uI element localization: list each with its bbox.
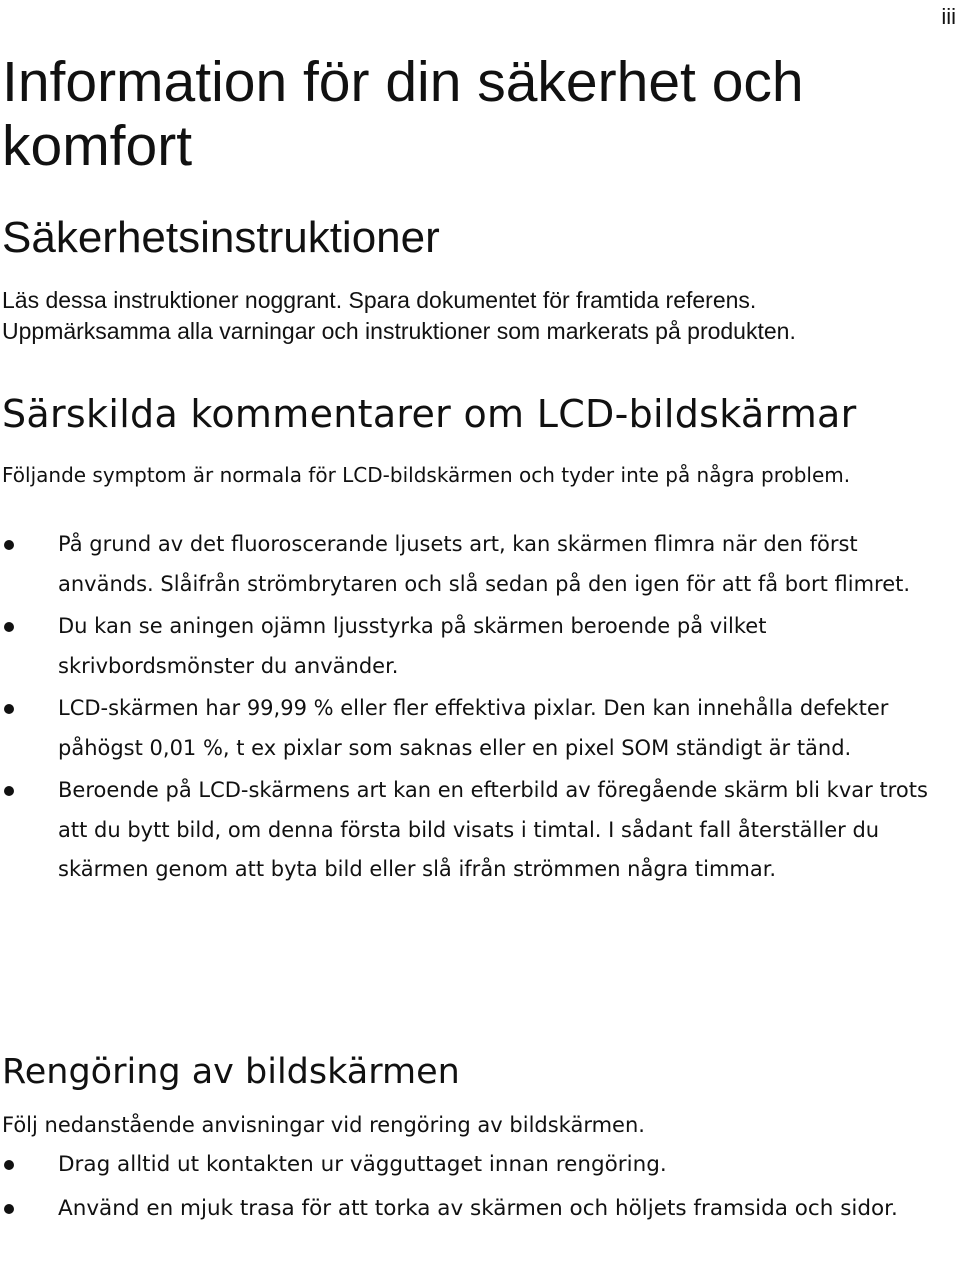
safety-heading: Säkerhetsinstruktioner: [2, 213, 440, 262]
list-item-text: Drag alltid ut kontakten ur vägguttaget innan rengöring.: [58, 1152, 667, 1177]
list-item: [0, 771, 958, 890]
list-item: [0, 525, 958, 604]
lcd-intro: Följande symptom är normala för LCD-bildskärmen och tyder inte på några problem.: [2, 463, 851, 487]
list-item: [0, 689, 958, 768]
safety-line-1: Läs dessa instruktioner noggrant. Spara dokumentet för framtida referens.: [2, 287, 757, 313]
list-item: [0, 1189, 958, 1229]
bullet-icon: [4, 786, 14, 796]
page-title: Information för din säkerhet och komfort: [2, 50, 804, 178]
cleaning-heading: Rengöring av bildskärmen: [2, 1052, 460, 1092]
list-item-text: Använd en mjuk trasa för att torka av skärmen och höljets framsida och sidor.: [58, 1196, 898, 1221]
cleaning-intro: Följ nedanstående anvisningar vid rengöring av bildskärmen.: [2, 1113, 645, 1137]
lcd-heading: Särskilda kommentarer om LCD-bildskärmar: [2, 392, 857, 436]
list-item: [0, 1145, 958, 1185]
list-item-text: Du kan se aningen ojämn ljusstyrka på skärmen beroende på vilket skrivbordsmönster du använder.: [58, 614, 767, 678]
page-number: iii: [941, 4, 956, 29]
bullet-icon: [4, 540, 14, 550]
bullet-icon: [4, 1204, 14, 1214]
safety-line-2: Uppmärksamma alla varningar och instruktioner som markerats på produkten.: [2, 318, 796, 344]
bullet-icon: [4, 622, 14, 632]
lcd-bullet-list: [0, 525, 958, 890]
list-item: [0, 607, 958, 686]
cleaning-bullet-list: [0, 1145, 958, 1229]
bullet-icon: [4, 1160, 14, 1170]
list-item-text: På grund av det fluoroscerande ljusets art, kan skärmen flimra när den först används. Slåifrån strömbrytaren och slå sedan på den igen för att få bort flimret.: [58, 532, 911, 596]
list-item-text: Beroende på LCD-skärmens art kan en efterbild av föregående skärm bli kvar trots att du bytt bild, om denna första bild visats i timtal. I sådant fall återställer du skärmen genom att byta bild eller slå ifrån strömmen några timmar.: [58, 778, 928, 881]
list-item-text: LCD-skärmen har 99,99 % eller fler effektiva pixlar. Den kan innehålla defekter påhögst 0,01 %, t ex pixlar som saknas eller en pixel SOM ständigt är tänd.: [58, 696, 889, 760]
bullet-icon: [4, 704, 14, 714]
